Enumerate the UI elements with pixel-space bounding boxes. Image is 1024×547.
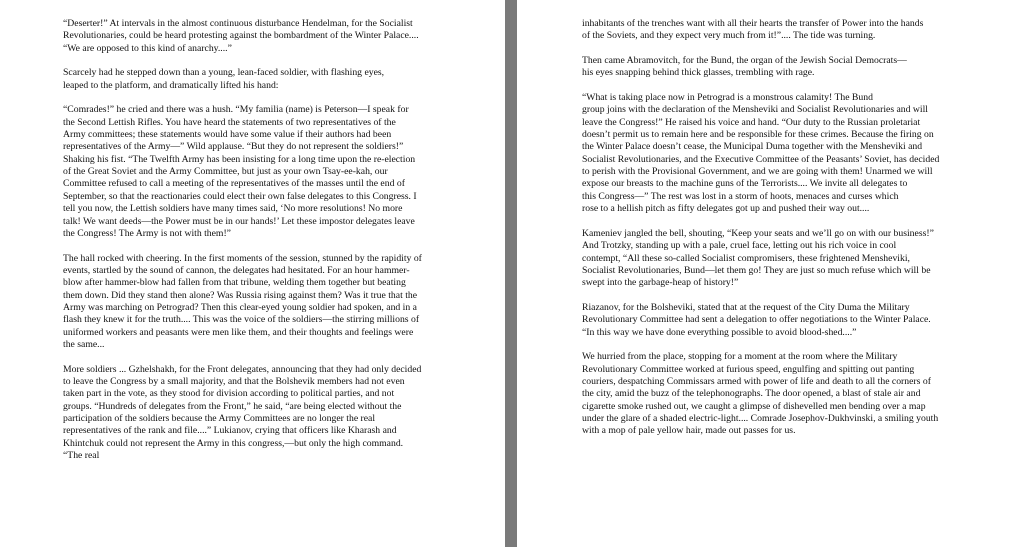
paragraph: “Deserter!” At intervals in the almost continuous disturbance Hendelman, for the Socialist Revolutionaries, could be heard protesting against the bombardment of the Winter Palace.... “We are opposed to this kind of anarchy....” [63,18,419,54]
text-column [63,18,448,475]
paragraph: More soldiers ... Gzhelshakh, for the Front delegates, announcing that they had only decided to leave the Congress by a small majority, and that the Bolshevik members had not even taken part in the vote, as they stood for division according to political parties, and not groups. “Hundreds of delegates from the Front,” he said, “are being elected without the participation of the soldiers because the Army Committees are no longer the real representatives of the rank and file....” Lukianov, crying that officers like Kharash and Khintchuk could not represent the Army in this congress,—but only the high command. “The real [63,363,422,462]
page-gutter [505,0,517,547]
paragraph: Riazanov, for the Bolsheviki, stated that at the request of the City Duma the Military Revolutionary Committee had sent a delegation to offer negotiations to the Winter Palace. “In this way we have done everything possible to avoid blood-shed....” [582,301,931,338]
paragraph: “Comrades!” he cried and there was a hush. “My familia (name) is Peterson—I speak for the Second Lettish Rifles. You have heard the statements of two representatives of the Army committees; these statements would have some value if their authors had been representatives of the Army—” Wild applause. “But they do not represent the soldiers!” Shaking his fist. “The Twelfth Army has been insisting for a long time upon the re-election of the Great Soviet and the Army Committee, but just as your own Tsay-ee-kah, our Committee refused to call a meeting of the representatives of the masses until the end of September, so that the reactionaries could elect their own false delegates to this Congress. I tell you now, the Lettish soldiers have many times said, ‘No more resolutions! No more talk! We want deeds—the Power must be in our hands!’ Let these impostor delegates leave the Congress! The Army is not with them!” [63,104,417,239]
paragraph: We hurried from the place, stopping for a moment at the room where the Military Revolutionary Committee worked at furious speed, engulfing and spitting out panting couriers, despatching Commissars armed with power of life and death to all the corners of the city, amid the buzz of the telephonographs. The door opened, a blast of stale air and cigarette smoke rushed out, we caught a glimpse of dishevelled men bending over a map under the glare of a shaded electric-light.... Comrade Josephov-Dukhvinski, a smiling youth with a mop of pale yellow hair, made out passes for us. [582,351,939,437]
paragraph: Kameniev jangled the bell, shouting, “Keep your seats and we’ll go on with our business!” And Trotzky, standing up with a pale, cruel face, letting out his rich voice in cool contempt, “All these so-called Socialist compromisers, these frightened Mensheviki, Socialist Revolutionaries, Bund—let them go! They are just so much refuse which will be swept into the garbage-heap of history!” [582,227,934,289]
paragraph: Then came Abramovitch, for the Bund, the organ of the Jewish Social Democrats— his eyes snapping behind thick glasses, trembling with rage. [582,55,907,79]
paragraph: The hall rocked with cheering. In the first moments of the session, stunned by the rapidity of events, startled by the sound of cannon, the delegates had hesitated. For an hour hammer- blow after hammer-blow had fallen from that tribune, welding them together but beating them down. Did they stand then alone? Was Russia rising against them? Was it true that the Army was marching on Petrograd? Then this clear-eyed young soldier had spoken, and in a flash they knew it for the truth.... This was the voice of the soldiers—the stirring millions of uniformed workers and peasants were men like them, and their thoughts and feelings were the same... [63,252,422,350]
document-page-right [517,0,1024,547]
paragraph: Scarcely had he stepped down than a young, lean-faced soldier, with flashing eyes, leaped to the platform, and dramatically lifted his hand: [63,67,385,91]
text-column [582,18,982,450]
paragraph: inhabitants of the trenches want with all their hearts the transfer of Power into the hands of the Soviets, and they expect very much from it!”.... The tide was turning. [582,18,924,42]
document-page-left [0,0,505,547]
paragraph: “What is taking place now in Petrograd is a monstrous calamity! The Bund group joins with the declaration of the Mensheviki and Socialist Revolutionaries and will leave the Congress!” He raised his voice and hand. “Our duty to the Russian proletariat doesn’t permit us to remain here and be responsible for these crimes. Because the firing on the Winter Palace doesn’t cease, the Municipal Duma together with the Mensheviki and Socialist Revolutionaries, and the Executive Committee of the Peasants’ Soviet, has decided to perish with the Provisional Government, and we are going with them! Unarmed we will expose our breasts to the machine guns of the Terrorists.... We invite all delegates to this Congress—” The rest was lost in a storm of hoots, menaces and curses which rose to a hellish pitch as fifty delegates got up and pushed their way out.... [582,92,940,215]
